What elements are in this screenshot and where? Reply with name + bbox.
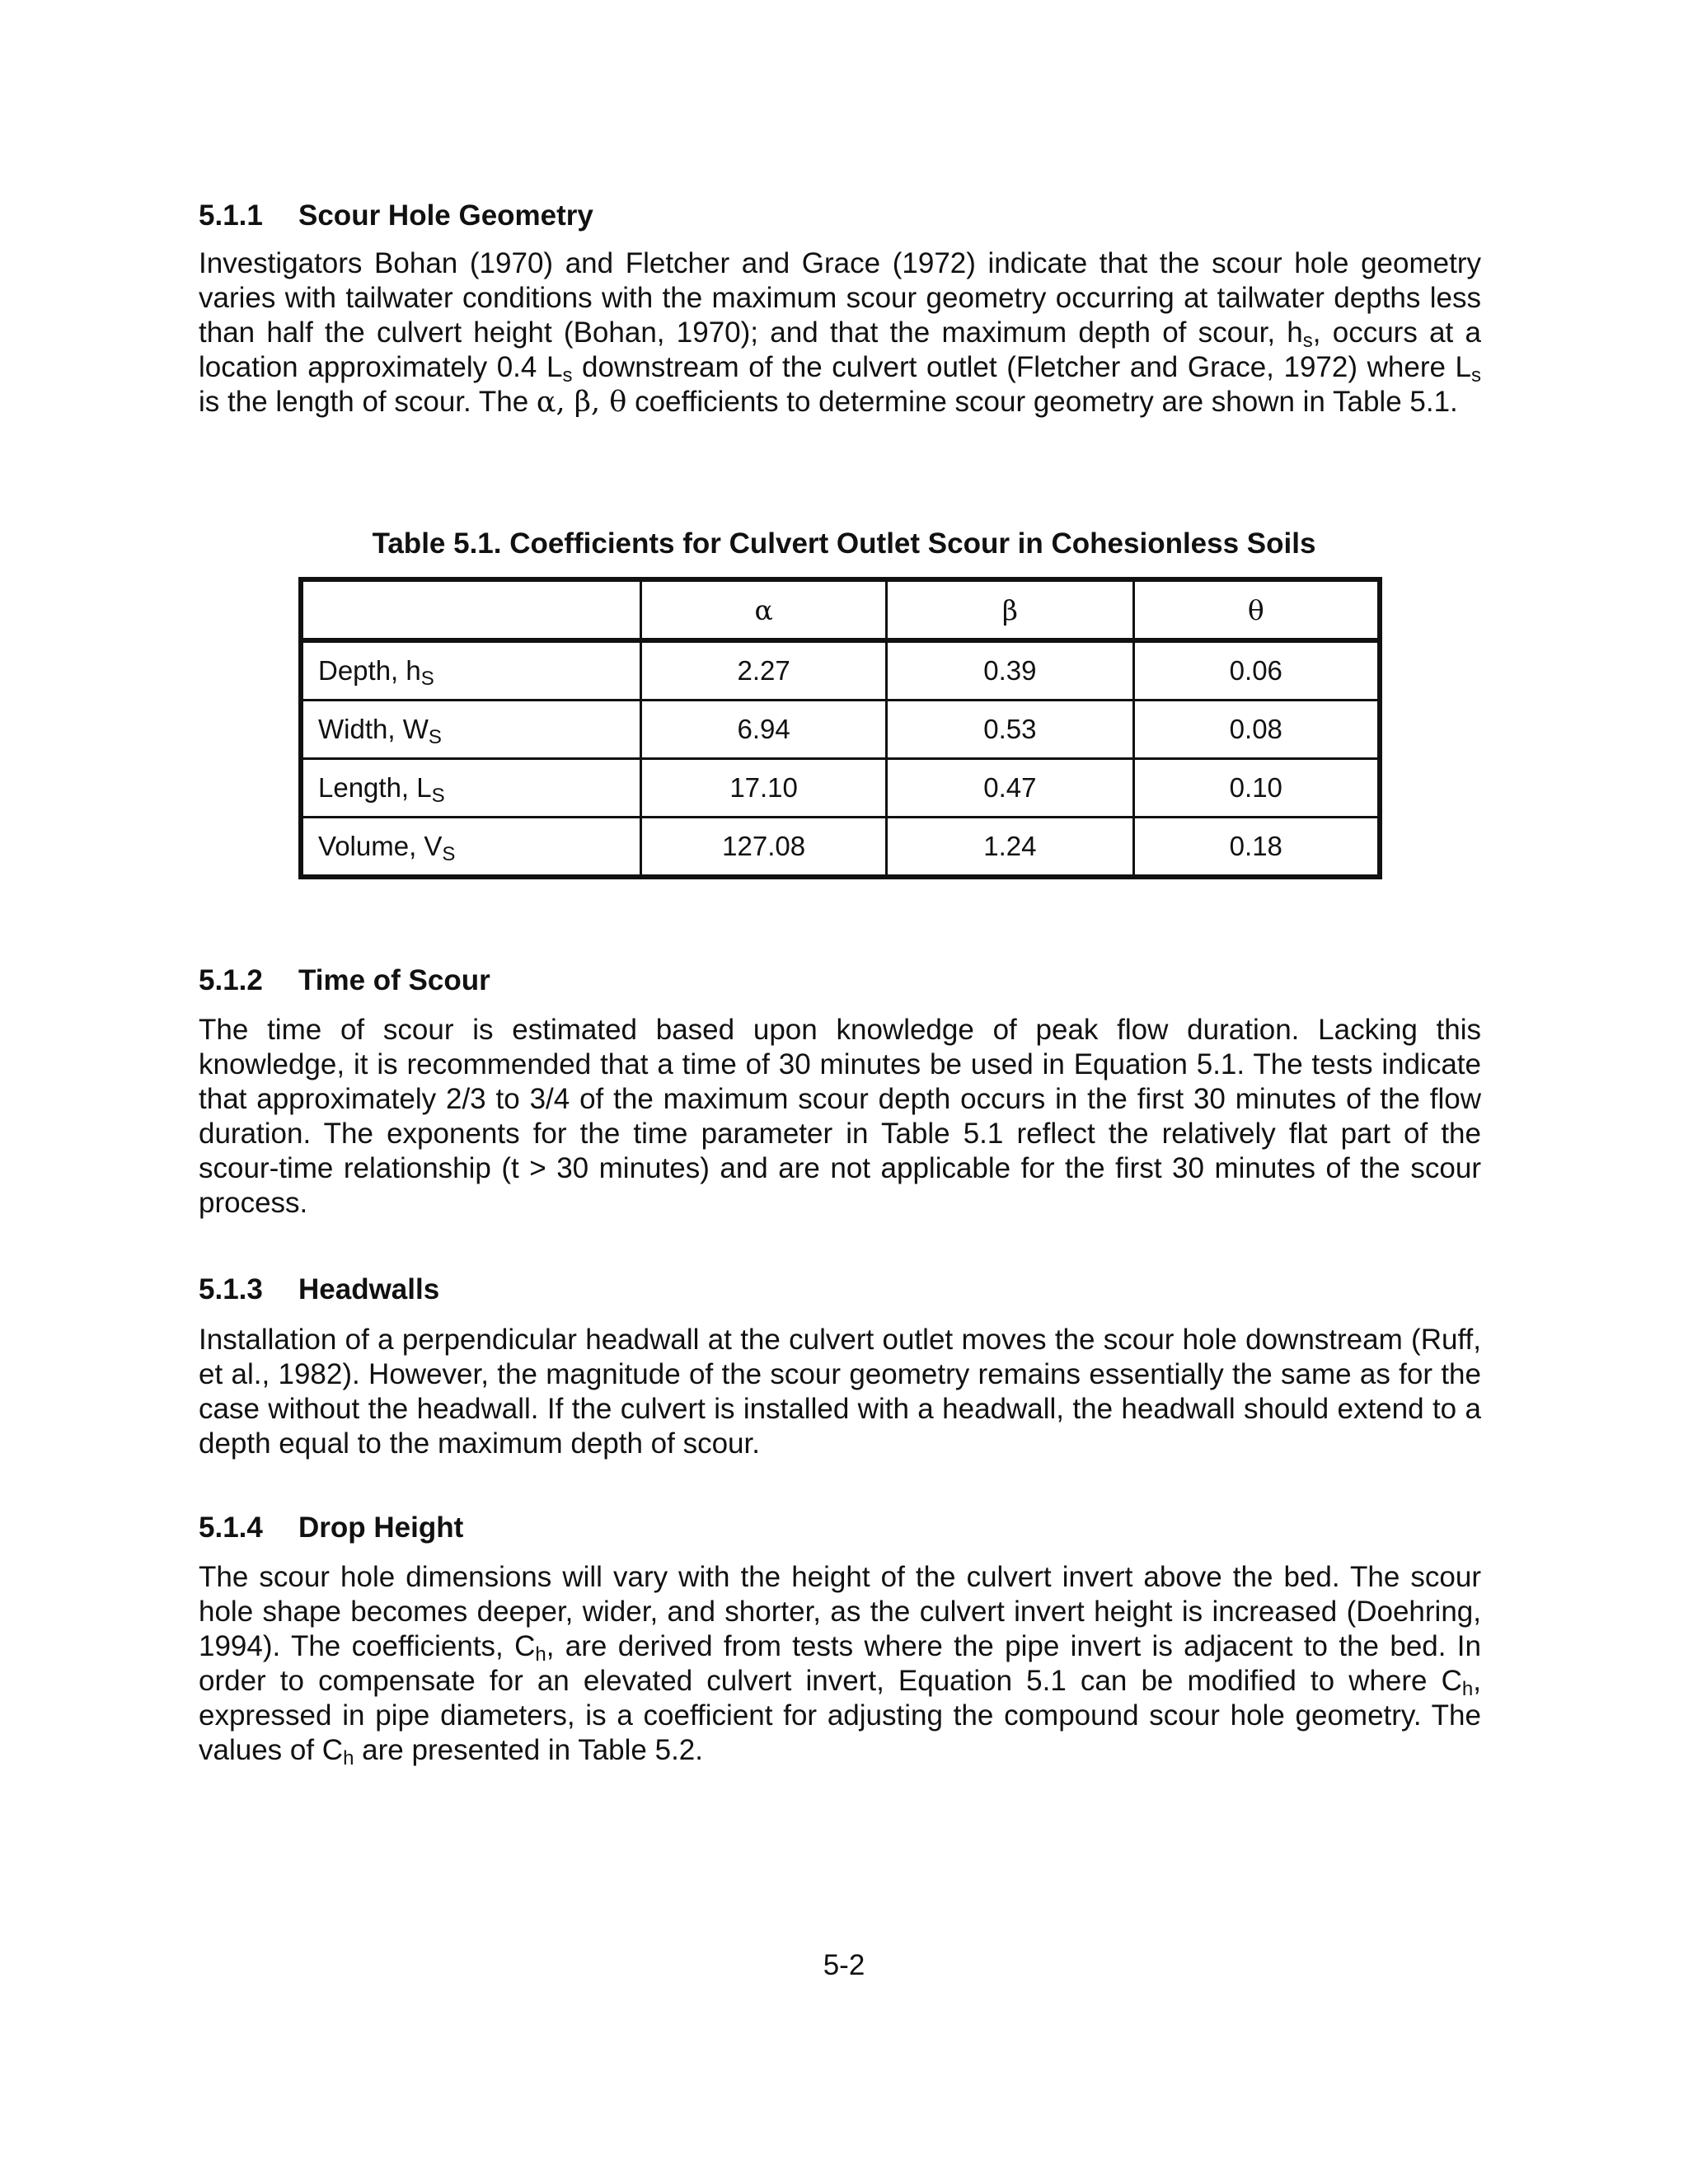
section-number: 5.1.4 xyxy=(199,1511,263,1544)
coefficients-table xyxy=(298,577,1382,879)
row-label: Length, $L_S$ xyxy=(301,759,641,818)
subscript: h xyxy=(535,1643,546,1666)
section-heading-5-1-4 xyxy=(199,1511,463,1544)
section-title: Drop Height xyxy=(298,1511,464,1544)
subscript: h xyxy=(343,1747,354,1769)
header-cell-theta: θ xyxy=(1133,579,1380,640)
row-label: Depth, $h_S$ xyxy=(301,640,641,701)
beta-cell: 0.53 xyxy=(887,701,1133,759)
alpha-cell: 17.10 xyxy=(641,759,887,818)
beta-cell: 0.39 xyxy=(887,640,1133,701)
header-cell-beta: β xyxy=(887,579,1133,640)
table-caption: Table 5.1. Coefficients for Culvert Outlet Scour in Cohesionless Soils xyxy=(372,527,1316,560)
section-number: 5.1.1 xyxy=(199,199,263,232)
subscript: s xyxy=(1302,330,1313,352)
section-heading-5-1-1 xyxy=(199,199,593,232)
theta-cell: 0.06 xyxy=(1133,640,1380,701)
alpha-cell: 2.27 xyxy=(641,640,887,701)
subscript: h xyxy=(1461,1678,1474,1700)
table-header-row xyxy=(301,579,1380,640)
section-heading-5-1-3 xyxy=(199,1273,439,1306)
page-number: 5-2 xyxy=(823,1949,865,1981)
section-paragraph-5-1-4: The scour hole dimensions will vary with the height of the culvert invert above the bed. The scour hole shape becomes deeper, wider, and shorter, as the culvert invert height is increased (Doehring, 1994). The coefficients, $C_h$, are derived from tests where the pipe invert is adjacent to the bed. In order to compensate for an elevated culvert invert, Equation 5.1 can be modified to where $C_h$, expressed in pipe diameters, is a coefficient for adjusting the compound scour hole geometry. The values of $C_h$ are presented in Table 5.2. xyxy=(199,1561,1481,1769)
header-cell-alpha: α xyxy=(641,579,887,640)
section-paragraph-5-1-3: Installation of a perpendicular headwall at the culvert outlet moves the scour hole downstream (Ruff, et al., 1982). However, the magnitude of the scour geometry remains essentially the same as for the case without the headwall. If the culvert is installed with a headwall, the headwall should extend to a depth equal to the maximum depth of scour. xyxy=(199,1324,1481,1460)
theta-cell: 0.08 xyxy=(1133,701,1380,759)
section-paragraph-5-1-2: The time of scour is estimated based upon knowledge of peak flow duration. Lacking this knowledge, it is recommended that a time of 30 minutes be used in Equation 5.1. The tests indicate that approximately 2/3 to 3/4 of the maximum scour depth occurs in the first 30 minutes of the flow duration. The exponents for the time parameter in Table 5.1 reflect the relatively flat part of the scour-time relationship (t > 30 minutes) and are not applicable for the first 30 minutes of the scour process. xyxy=(199,1014,1481,1219)
theta-cell: 0.10 xyxy=(1133,759,1380,818)
subscript: s xyxy=(562,364,573,387)
section-title: Headwalls xyxy=(298,1273,440,1305)
beta-cell: 1.24 xyxy=(887,818,1133,878)
section-heading-5-1-2 xyxy=(199,964,490,997)
table-row xyxy=(301,701,1380,759)
section-number: 5.1.2 xyxy=(199,964,263,996)
alpha-cell: 127.08 xyxy=(641,818,887,878)
theta-cell: 0.18 xyxy=(1133,818,1380,878)
section-title: Time of Scour xyxy=(298,964,490,996)
subscript: s xyxy=(1471,364,1482,387)
table-row xyxy=(301,759,1380,818)
section-title: Scour Hole Geometry xyxy=(298,199,593,232)
table-row xyxy=(301,818,1380,878)
alpha-cell: 6.94 xyxy=(641,701,887,759)
row-label: Width, $W_S$ xyxy=(301,701,641,759)
header-cell-blank xyxy=(301,579,641,640)
section-number: 5.1.3 xyxy=(199,1273,263,1305)
beta-cell: 0.47 xyxy=(887,759,1133,818)
row-label: Volume, $V_S$ xyxy=(301,818,641,878)
section-paragraph-5-1-1: Investigators Bohan (1970) and Fletcher and Grace (1972) indicate that the scour hole geometry varies with tailwater conditions with the maximum scour geometry occurring at tailwater depths less than half the culvert height (Bohan, 1970); and that the maximum depth of scour, $h_s$, occurs at a location approximately 0.4 $L_s$ downstream of the culvert outlet (Fletcher and Grace, 1972) where $L_s$ is the length of scour. The α, β, θ coefficients to determine scour geometry are shown in Table 5.1. xyxy=(199,247,1482,419)
table-row xyxy=(301,640,1380,701)
greek-symbols: α, β, θ xyxy=(536,386,627,419)
